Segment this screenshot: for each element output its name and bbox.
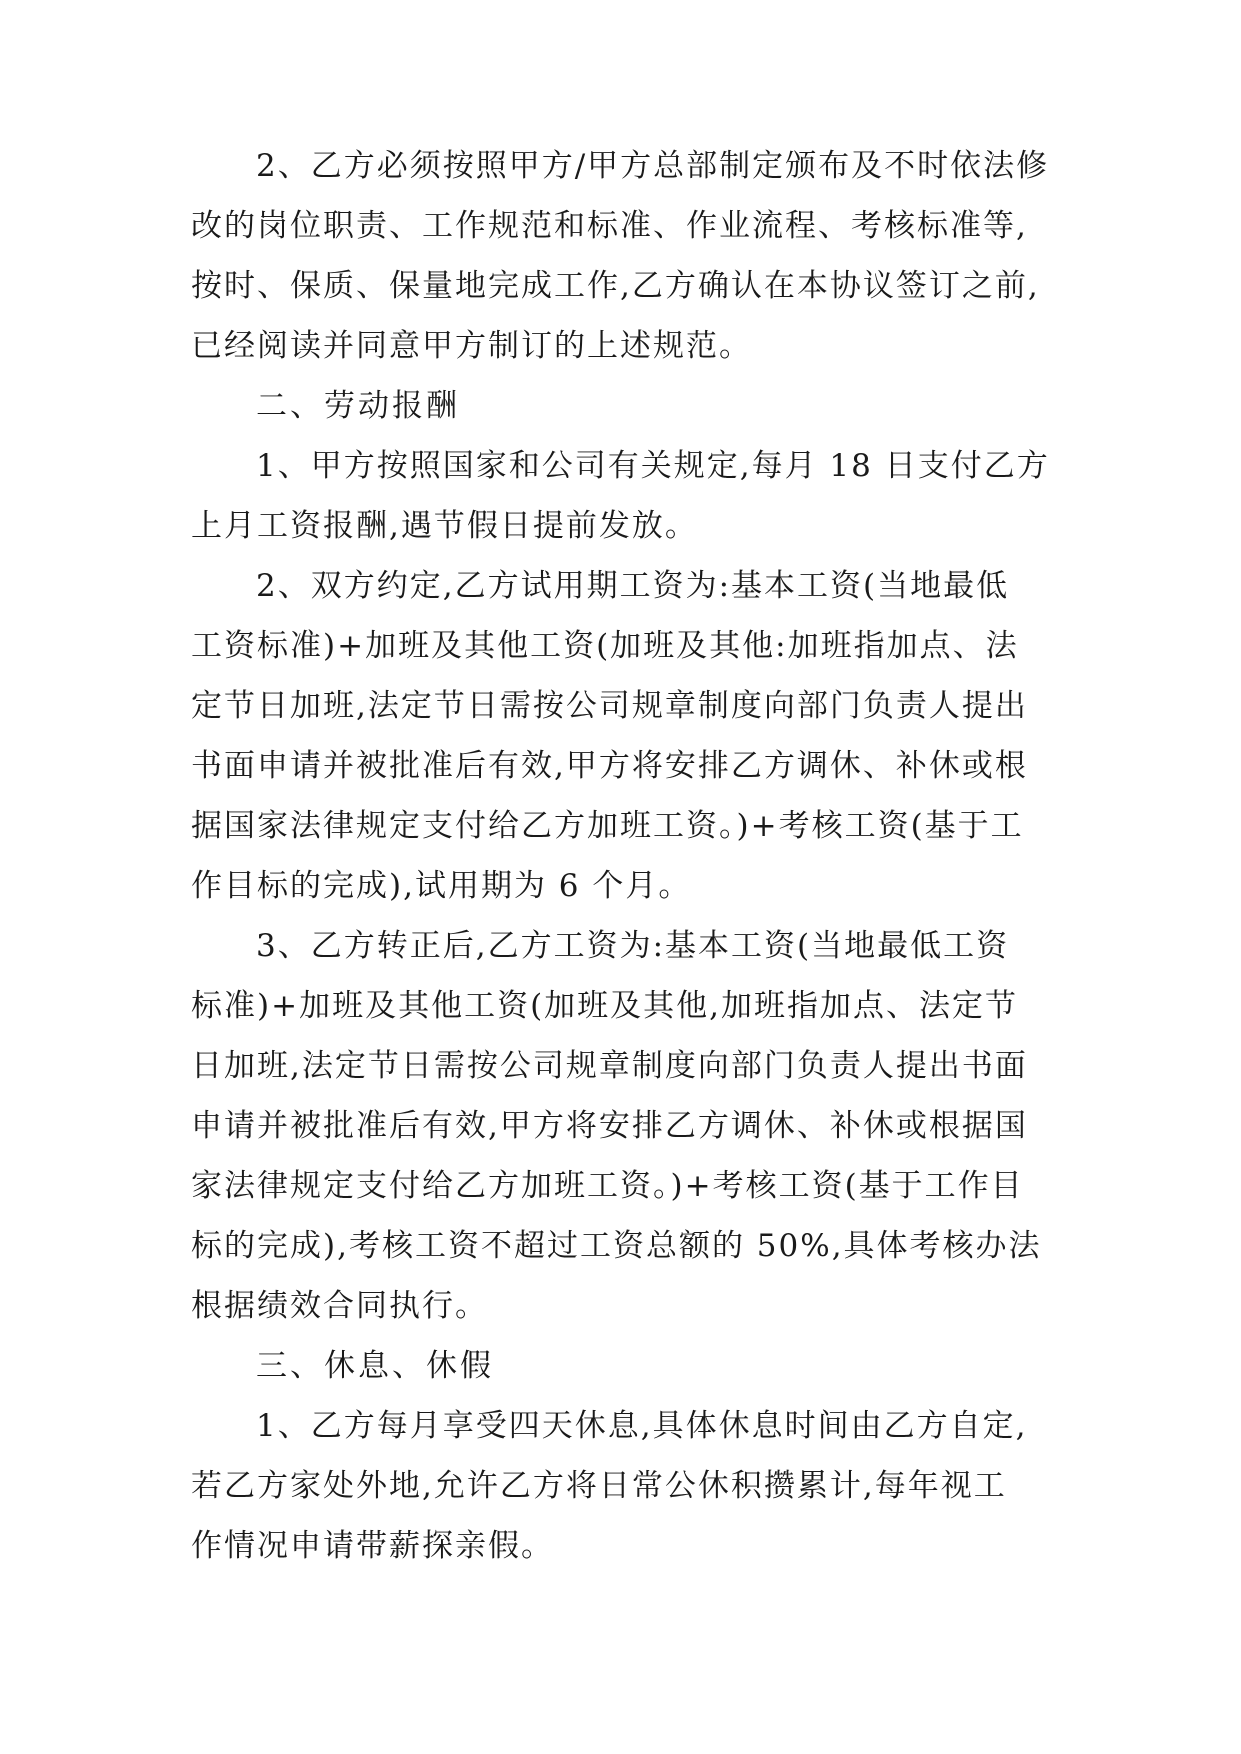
text-line: 书面申请并被批准后有效,甲方将安排乙方调休、补休或根: [191, 748, 1028, 784]
text-line: 2、乙方必须按照甲方/甲方总部制定颁布及不时依法修: [256, 148, 1050, 184]
section-heading: 三、休息、休假: [256, 1348, 494, 1384]
text-line: 3、乙方转正后,乙方工资为:基本工资(当地最低工资: [256, 928, 1010, 964]
text-line: 申请并被批准后有效,甲方将安排乙方调休、补休或根据国: [191, 1108, 1028, 1144]
text-line: 1、甲方按照国家和公司有关规定,每月 18 日支付乙方: [256, 448, 1050, 484]
text-line: 作情况申请带薪探亲假。: [191, 1528, 554, 1564]
text-line: 按时、保质、保量地完成工作,乙方确认在本协议签订之前,: [191, 268, 1040, 304]
text-line: 定节日加班,法定节日需按公司规章制度向部门负责人提出: [191, 688, 1028, 724]
section-heading: 二、劳动报酬: [256, 388, 460, 424]
text-line: 据国家法律规定支付给乙方加班工资。)+考核工资(基于工: [191, 808, 1024, 844]
text-line: 已经阅读并同意甲方制订的上述规范。: [191, 328, 752, 364]
text-line: 标的完成),考核工资不超过工资总额的 50%,具体考核办法: [191, 1228, 1042, 1264]
text-line: 上月工资报酬,遇节假日提前发放。: [191, 508, 698, 544]
text-line: 2、双方约定,乙方试用期工资为:基本工资(当地最低: [256, 568, 1010, 604]
text-line: 1、乙方每月享受四天休息,具体休息时间由乙方自定,: [256, 1408, 1028, 1444]
text-line: 改的岗位职责、工作规范和标准、作业流程、考核标准等,: [191, 208, 1028, 244]
text-line: 日加班,法定节日需按公司规章制度向部门负责人提出书面: [191, 1048, 1028, 1084]
text-line: 作目标的完成),试用期为 6 个月。: [191, 868, 692, 904]
text-line: 根据绩效合同执行。: [191, 1288, 488, 1324]
text-line: 若乙方家处外地,允许乙方将日常公休积攒累计,每年视工: [191, 1468, 1007, 1504]
text-line: 工资标准)+加班及其他工资(加班及其他:加班指加点、法: [191, 628, 1019, 664]
text-line: 标准)+加班及其他工资(加班及其他,加班指加点、法定节: [191, 988, 1019, 1024]
text-line: 家法律规定支付给乙方加班工资。)+考核工资(基于工作目: [191, 1168, 1024, 1204]
